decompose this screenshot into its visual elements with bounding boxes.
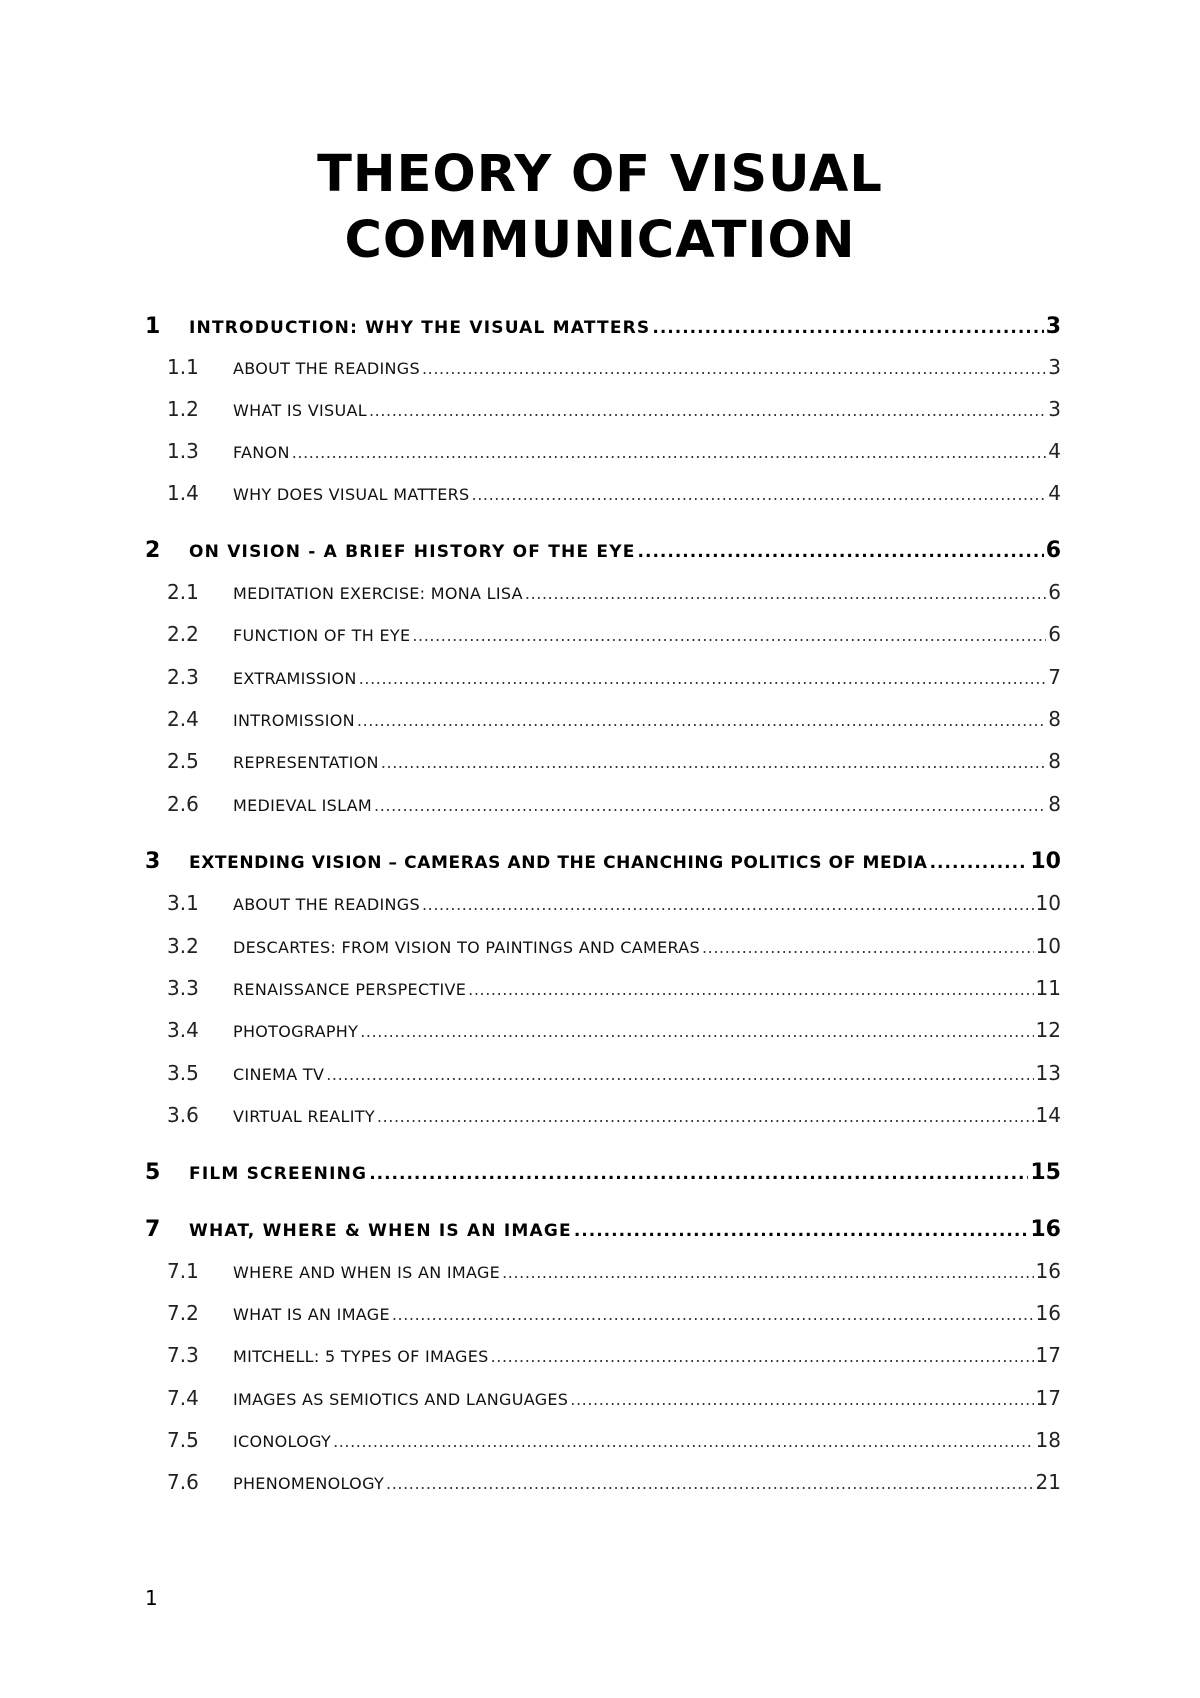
dot-leader xyxy=(292,443,1047,462)
title-line-2: COMMUNICATION xyxy=(344,211,856,270)
dot-leader xyxy=(412,626,1046,645)
dot-leader xyxy=(702,938,1034,957)
toc-entry-3-4[interactable] xyxy=(167,1018,1061,1052)
toc-number: 2 xyxy=(145,538,161,563)
toc-entry-7-4[interactable] xyxy=(167,1386,1061,1420)
toc-page-number: 8 xyxy=(1048,792,1061,816)
dot-leader xyxy=(326,1065,1033,1084)
toc-page-number: 10 xyxy=(1030,849,1061,874)
toc-label: EXTENDING VISION – CAMERAS AND THE CHANCHING POLITICS OF MEDIA xyxy=(189,853,928,873)
dot-leader xyxy=(502,1263,1033,1282)
toc-label: ICONOLOGY xyxy=(233,1432,332,1451)
toc-entry-2-4[interactable] xyxy=(167,707,1061,741)
page-number-footer: 1 xyxy=(145,1586,158,1610)
toc-number: 2.6 xyxy=(167,792,199,816)
toc-label: INTROMISSION xyxy=(233,711,355,730)
toc-label: WHAT, WHERE & WHEN IS AN IMAGE xyxy=(189,1221,572,1241)
toc-entry-3-5[interactable] xyxy=(167,1061,1061,1095)
toc-page-number: 10 xyxy=(1035,934,1061,958)
toc-label: FUNCTION OF TH EYE xyxy=(233,626,411,645)
toc-number: 3.4 xyxy=(167,1018,199,1042)
dot-leader xyxy=(381,753,1046,772)
toc-page-number: 16 xyxy=(1030,1217,1061,1242)
toc-number: 1 xyxy=(145,314,161,339)
toc-number: 7.2 xyxy=(167,1301,199,1325)
toc-entry-1-1[interactable] xyxy=(167,355,1061,389)
toc-number: 7.3 xyxy=(167,1343,199,1367)
toc-entry-2-2[interactable] xyxy=(167,622,1061,656)
toc-page-number: 3 xyxy=(1045,314,1061,339)
toc-number: 1.4 xyxy=(167,481,199,505)
toc-number: 2.2 xyxy=(167,622,199,646)
toc-label: WHAT IS VISUAL xyxy=(233,401,367,420)
toc-entry-1[interactable] xyxy=(145,314,1061,348)
toc-number: 1.1 xyxy=(167,355,199,379)
toc-number: 2.3 xyxy=(167,665,199,689)
toc-number: 3.1 xyxy=(167,891,199,915)
toc-entry-5[interactable] xyxy=(145,1160,1061,1194)
toc-page-number: 8 xyxy=(1048,707,1061,731)
toc-number: 7 xyxy=(145,1217,161,1242)
toc-page-number: 8 xyxy=(1048,749,1061,773)
dot-leader xyxy=(369,401,1046,420)
toc-number: 2.4 xyxy=(167,707,199,731)
toc-entry-3-3[interactable] xyxy=(167,976,1061,1010)
toc-entry-1-4[interactable] xyxy=(167,481,1061,515)
toc-number: 3.6 xyxy=(167,1103,199,1127)
toc-entry-7-5[interactable] xyxy=(167,1428,1061,1462)
dot-leader xyxy=(472,485,1047,504)
toc-entry-7[interactable] xyxy=(145,1217,1061,1251)
dot-leader xyxy=(570,1390,1033,1409)
toc-label: PHENOMENOLOGY xyxy=(233,1474,385,1493)
dot-leader xyxy=(422,359,1046,378)
toc-label: WHAT IS AN IMAGE xyxy=(233,1305,390,1324)
toc-entry-7-3[interactable] xyxy=(167,1343,1061,1377)
toc-number: 3.2 xyxy=(167,934,199,958)
toc-entry-2-1[interactable] xyxy=(167,580,1061,614)
toc-page-number: 18 xyxy=(1035,1428,1061,1452)
toc-number: 1.2 xyxy=(167,397,199,421)
toc-label: MEDIEVAL ISLAM xyxy=(233,796,373,815)
dot-leader xyxy=(930,853,1029,873)
dot-leader xyxy=(360,1022,1033,1041)
title-line-1: THEORY OF VISUAL xyxy=(317,145,883,204)
toc-entry-2-3[interactable] xyxy=(167,665,1061,699)
toc-label: FANON xyxy=(233,443,290,462)
toc-page-number: 17 xyxy=(1035,1343,1061,1367)
dot-leader xyxy=(333,1432,1033,1451)
dot-leader xyxy=(386,1474,1034,1493)
toc-page-number: 10 xyxy=(1035,891,1061,915)
toc-entry-2-5[interactable] xyxy=(167,749,1061,783)
toc-number: 3.5 xyxy=(167,1061,199,1085)
toc-page-number: 15 xyxy=(1030,1160,1061,1185)
toc-page-number: 7 xyxy=(1048,665,1061,689)
toc-page-number: 16 xyxy=(1035,1301,1061,1325)
toc-page-number: 21 xyxy=(1035,1470,1061,1494)
toc-page-number: 13 xyxy=(1035,1061,1061,1085)
dot-leader xyxy=(525,584,1046,603)
dot-leader xyxy=(357,711,1046,730)
toc-number: 7.4 xyxy=(167,1386,199,1410)
dot-leader xyxy=(422,895,1034,914)
dot-leader xyxy=(652,318,1043,338)
toc-page-number: 12 xyxy=(1035,1018,1061,1042)
toc-page-number: 3 xyxy=(1048,397,1061,421)
toc-entry-3-6[interactable] xyxy=(167,1103,1061,1137)
toc-page-number: 11 xyxy=(1035,976,1061,1000)
toc-entry-3-2[interactable] xyxy=(167,934,1061,968)
toc-label: CINEMA TV xyxy=(233,1065,325,1084)
toc-label: ON VISION - A BRIEF HISTORY OF THE EYE xyxy=(189,542,636,562)
toc-number: 1.3 xyxy=(167,439,199,463)
toc-number: 3.3 xyxy=(167,976,199,1000)
toc-entry-1-2[interactable] xyxy=(167,397,1061,431)
toc-page-number: 4 xyxy=(1048,481,1061,505)
toc-page-number: 16 xyxy=(1035,1259,1061,1283)
toc-label: PHOTOGRAPHY xyxy=(233,1022,359,1041)
dot-leader xyxy=(574,1221,1029,1241)
toc-number: 7.1 xyxy=(167,1259,199,1283)
toc-label: WHY DOES VISUAL MATTERS xyxy=(233,485,470,504)
toc-number: 2.5 xyxy=(167,749,199,773)
toc-page-number: 4 xyxy=(1048,439,1061,463)
dot-leader xyxy=(468,980,1033,999)
toc-entry-7-6[interactable] xyxy=(167,1470,1061,1504)
toc-number: 7.5 xyxy=(167,1428,199,1452)
toc-number: 3 xyxy=(145,849,161,874)
toc-number: 2.1 xyxy=(167,580,199,604)
toc-label: DESCARTES: FROM VISION TO PAINTINGS AND CAMERAS xyxy=(233,938,700,957)
dot-leader xyxy=(369,1164,1028,1184)
toc-label: ABOUT THE READINGS xyxy=(233,359,420,378)
toc-label: RENAISSANCE PERSPECTIVE xyxy=(233,980,467,999)
toc-number: 7.6 xyxy=(167,1470,199,1494)
toc-page-number: 3 xyxy=(1048,355,1061,379)
dot-leader xyxy=(638,542,1044,562)
dot-leader xyxy=(491,1347,1034,1366)
toc-label: MITCHELL: 5 TYPES OF IMAGES xyxy=(233,1347,489,1366)
toc-label: INTRODUCTION: WHY THE VISUAL MATTERS xyxy=(189,318,651,338)
toc-page-number: 17 xyxy=(1035,1386,1061,1410)
toc-label: REPRESENTATION xyxy=(233,753,379,772)
toc-label: FILM SCREENING xyxy=(189,1164,368,1184)
toc-entry-2[interactable] xyxy=(145,538,1061,572)
toc-label: VIRTUAL REALITY xyxy=(233,1107,375,1126)
dot-leader xyxy=(374,796,1046,815)
toc-entry-3[interactable] xyxy=(145,849,1061,883)
toc-entry-1-3[interactable] xyxy=(167,439,1061,473)
toc-page-number: 14 xyxy=(1035,1103,1061,1127)
toc-number: 5 xyxy=(145,1160,161,1185)
toc-label: IMAGES AS SEMIOTICS AND LANGUAGES xyxy=(233,1390,569,1409)
toc-page-number: 6 xyxy=(1048,580,1061,604)
dot-leader xyxy=(359,669,1047,688)
toc-label: ABOUT THE READINGS xyxy=(233,895,420,914)
toc-entry-3-1[interactable] xyxy=(167,891,1061,925)
toc-page-number: 6 xyxy=(1048,622,1061,646)
toc-label: EXTRAMISSION xyxy=(233,669,357,688)
toc-label: WHERE AND WHEN IS AN IMAGE xyxy=(233,1263,501,1282)
dot-leader xyxy=(392,1305,1034,1324)
toc-entry-7-1[interactable] xyxy=(167,1259,1061,1293)
toc-label: MEDITATION EXERCISE: MONA LISA xyxy=(233,584,523,603)
toc-entry-7-2[interactable] xyxy=(167,1301,1061,1335)
toc-page-number: 6 xyxy=(1045,538,1061,563)
dot-leader xyxy=(377,1107,1034,1126)
toc-entry-2-6[interactable] xyxy=(167,792,1061,826)
